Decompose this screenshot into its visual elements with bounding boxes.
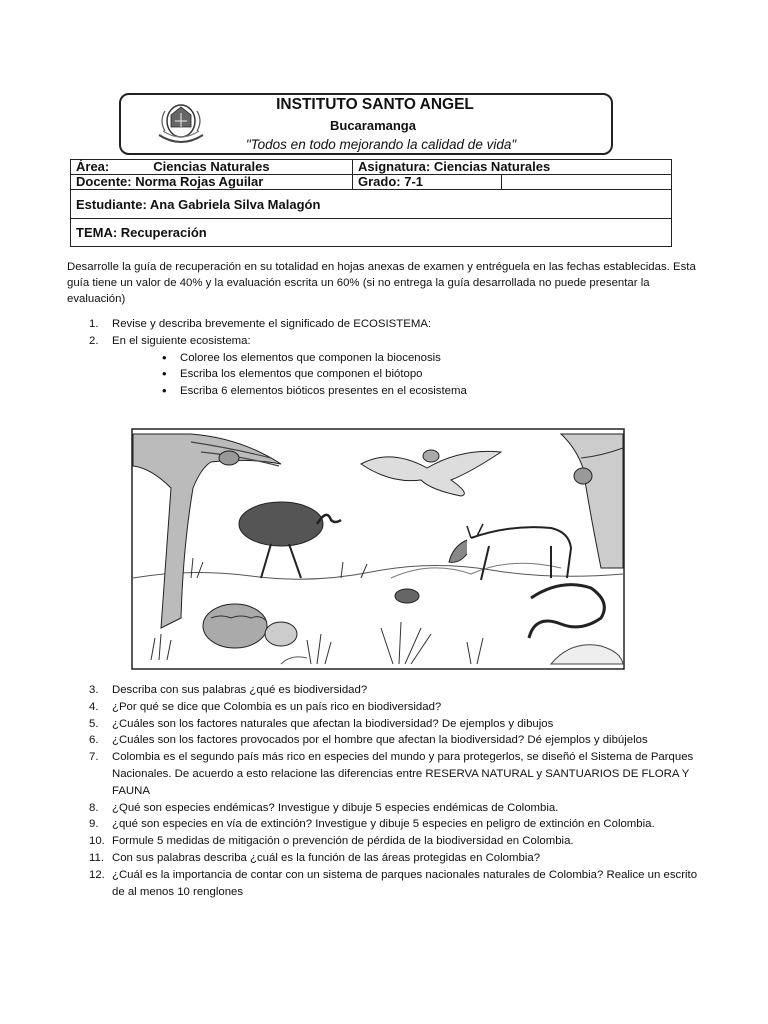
student-cell: Estudiante: Ana Gabriela Silva Malagón [71,190,672,219]
list-item: 3. Describa con sus palabras ¿qué es biodiversidad? [89,684,368,696]
area-label: Área: [76,159,110,174]
list-item: 2. En el siguiente ecosistema: • Coloree los elementos que componen la biocenosis • Escriba los elementos que componen el biótopo • Escriba 6 elementos bióticos presentes en el ecosistema [67,333,712,400]
questions-list-top [67,316,712,400]
empty-cell [502,175,672,190]
ecosystem-illustration [131,428,625,670]
list-item: 1. Revise y describa brevemente el significado de ECOSISTEMA: [89,318,432,330]
topic-cell: TEMA: Recuperación [71,219,672,247]
bullet-list [112,350,712,400]
subject-cell: Asignatura: Ciencias Naturales [353,160,672,175]
bullet-item: • Coloree los elementos que componen la biocenosis [112,350,768,367]
questions-list-bottom [67,682,712,900]
list-item: 5. ¿Cuáles son los factores naturales que afectan la biodiversidad? De ejemplos y dibujos [89,717,554,730]
bullet-item: • Escriba 6 elementos bióticos presentes en el ecosistema [112,383,768,400]
teacher-cell: Docente: Norma Rojas Aguilar [71,175,353,190]
list-item: 6. ¿Cuáles son los factores provocados por el hombre que afectan la biodiversidad? Dé ejemplos y dibújelos [89,734,648,747]
grade-cell: Grado: 7-1 [353,175,502,190]
list-item: 9. ¿qué son especies en vía de extinción? Investigue y dibuje 5 especies en peligro de extinción en Colombia. [89,818,655,831]
bullet-item: • Escriba los elementos que componen el biótopo [112,366,768,383]
institution-city: Bucaramanga [330,118,416,133]
list-item: 7. Colombia es el segundo país más rico en especies del mundo y para protegerlos, se diseñó el Sistema de Parques Nacionales. De acuerdo a esto relacione las diferencias entre RESERVA NATURAL y SANTUARIOS DE FLORA Y FAUNA [89,751,694,797]
list-item: 4. ¿Por qué se dice que Colombia es un país rico en biodiversidad? [89,700,442,713]
list-item: 8. ¿Qué son especies endémicas? Investigue y dibuje 5 especies endémicas de Colombia. [89,801,559,814]
school-header [119,93,613,155]
institution-motto: "Todos en todo mejorando la calidad de vida" [245,137,517,152]
instructions-paragraph: Desarrolle la guía de recuperación en su totalidad en hojas anexas de examen y entréguela en las fechas establecidas. Esta guía tiene un valor de 40% y la evaluación escrita un 60% (si no entrega la guía desarrollada no puede presentar la evaluación) [67,261,696,305]
list-item: 12. ¿Cuál es la importancia de contar con un sistema de parques nacionales naturales de Colombia? Realice un escrito de al menos 10 renglones [89,868,698,898]
area-cell [71,160,353,175]
list-item: 11. Con sus palabras describa ¿cuál es la función de las áreas protegidas en Colombia? [89,851,541,864]
list-item: 10. Formule 5 medidas de mitigación o prevención de pérdida de la biodiversidad en Colombia. [89,835,574,848]
area-value: Ciencias Naturales [153,159,270,174]
info-table [70,159,672,247]
institution-name: INSTITUTO SANTO ANGEL [276,96,474,113]
